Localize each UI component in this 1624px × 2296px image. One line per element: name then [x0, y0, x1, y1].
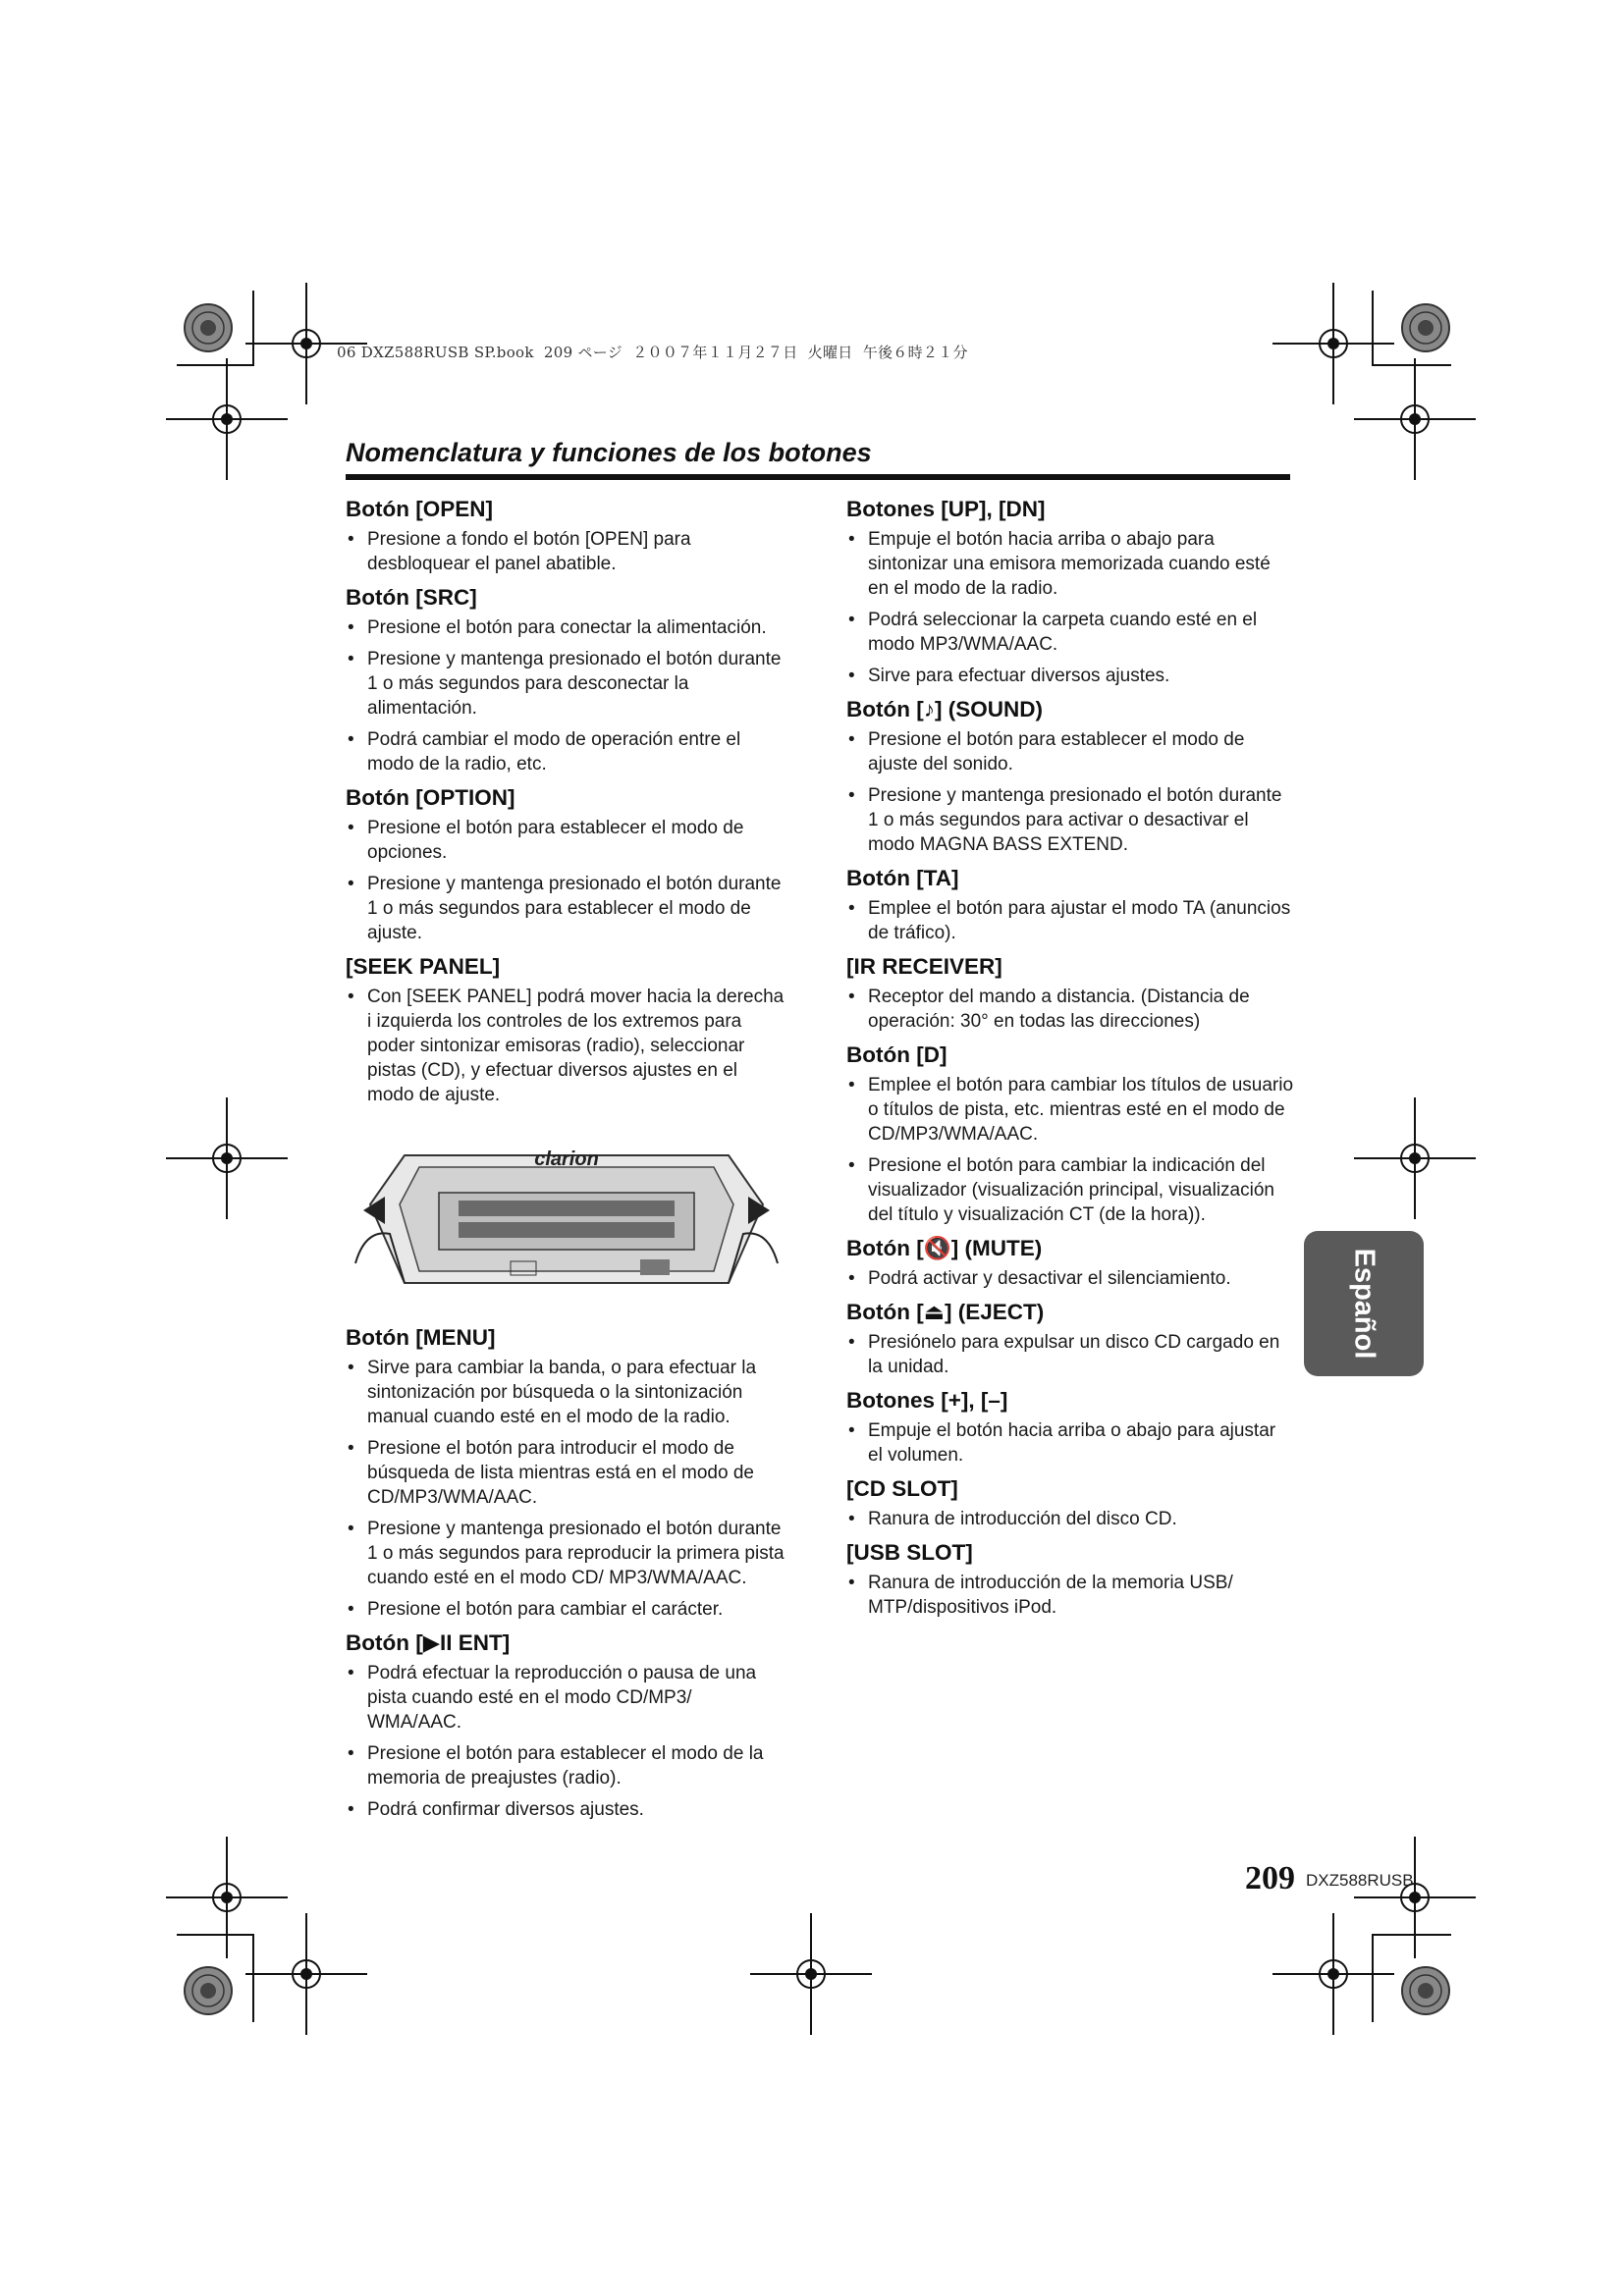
bullet-item: • Emplee el botón para ajustar el modo TA (anuncios de tráfico). [846, 896, 1294, 945]
bullet-item: • Emplee el botón para cambiar los títulos de usuario o títulos de pista, etc. mientras esté en el modo de CD/MP3/WMA/AAC. [846, 1073, 1294, 1147]
left-column [346, 489, 787, 1829]
bullet-item: • Presione y mantenga presionado el botón durante 1 o más segundos para desconectar la alimentación. [346, 647, 787, 721]
entry-volume [846, 1386, 1294, 1468]
language-tab [1304, 1231, 1424, 1376]
bullet-item: • Presione y mantenga presionado el botón durante 1 o más segundos para reproducir la primera pista cuando esté en el modo CD/ MP3/WMA/AAC. [346, 1517, 787, 1590]
bullet-item: • Podrá confirmar diversos ajustes. [346, 1797, 787, 1822]
bullet-item: • Sirve para cambiar la banda, o para efectuar la sintonización por búsqueda o la sintonización manual cuando esté en el modo de la radio. [346, 1356, 787, 1429]
bullet-item: • Empuje el botón hacia arriba o abajo para ajustar el volumen. [846, 1418, 1294, 1468]
heading-usb-slot: [USB SLOT] [846, 1540, 973, 1565]
bullet-item: • Presione el botón para cambiar el carácter. [346, 1597, 787, 1622]
heading-open: Botón [OPEN] [346, 497, 493, 521]
bullet-item: • Presione el botón para establecer el modo de opciones. [346, 816, 787, 865]
bullet-item: • Presione el botón para establecer el modo de ajuste del sonido. [846, 727, 1294, 776]
seek-panel-illustration [346, 1136, 787, 1295]
bullet-item: • Presione y mantenga presionado el botón durante 1 o más segundos para establecer el modo de ajuste. [346, 872, 787, 945]
heading-cd-slot: [CD SLOT] [846, 1476, 958, 1501]
bullet-item: • Presiónelo para expulsar un disco CD cargado en la unidad. [846, 1330, 1294, 1379]
bullet-item: • Ranura de introducción de la memoria USB/ MTP/dispositivos iPod. [846, 1571, 1294, 1620]
heading-ir-receiver: [IR RECEIVER] [846, 954, 1002, 979]
heading-mute: Botón [🔇] (MUTE) [846, 1236, 1043, 1260]
bullet-item: • Empuje el botón hacia arriba o abajo para sintonizar una emisora memorizada cuando esté en el modo de la radio. [846, 527, 1294, 601]
entry-up-dn [846, 495, 1294, 688]
entry-eject [846, 1298, 1294, 1379]
entry-mute [846, 1234, 1294, 1291]
entry-ir-receiver [846, 952, 1294, 1034]
section-title: Nomenclatura y funciones de los botones [346, 438, 872, 467]
heading-d: Botón [D] [846, 1042, 947, 1067]
right-column [846, 489, 1294, 1627]
entry-seek-panel [346, 952, 787, 1107]
language-tab-label: Español [1348, 1248, 1380, 1360]
entry-d [846, 1041, 1294, 1227]
bullet-item: • Presione el botón para cambiar la indicación del visualizador (visualización principal, visualización del título y visualización CT (de la hora)). [846, 1153, 1294, 1227]
print-header: 06 DXZ588RUSB SP.book 209 ページ ２００７年１１月２７日 火曜日 午後６時２１分 [337, 344, 968, 361]
entry-ent [346, 1629, 787, 1822]
heading-ent: Botón [▶II ENT] [346, 1630, 511, 1655]
bullet-item: • Podrá activar y desactivar el silenciamiento. [846, 1266, 1294, 1291]
entry-sound [846, 695, 1294, 857]
heading-src: Botón [SRC] [346, 585, 477, 610]
entry-cd-slot [846, 1474, 1294, 1531]
bullet-item: • Con [SEEK PANEL] podrá mover hacia la derecha i izquierda los controles de los extremos para poder sintonizar emisoras (radio), seleccionar pistas (CD), y efectuar diversos ajustes en el modo de ajuste. [346, 985, 787, 1107]
heading-seek-panel: [SEEK PANEL] [346, 954, 501, 979]
bullet-item: • Sirve para efectuar diversos ajustes. [846, 664, 1294, 688]
entry-open [346, 495, 787, 576]
heading-ta: Botón [TA] [846, 866, 959, 890]
bullet-item: • Podrá seleccionar la carpeta cuando esté en el modo MP3/WMA/AAC. [846, 608, 1294, 657]
entry-usb-slot [846, 1538, 1294, 1620]
bullet-item: • Presione el botón para conectar la alimentación. [346, 615, 787, 640]
bullet-item: • Presione y mantenga presionado el botón durante 1 o más segundos para activar o desactivar el modo MAGNA BASS EXTEND. [846, 783, 1294, 857]
title-rule [346, 474, 1290, 480]
entry-menu [346, 1323, 787, 1622]
heading-up-dn: Botones [UP], [DN] [846, 497, 1046, 521]
heading-eject: Botón [⏏] (EJECT) [846, 1300, 1045, 1324]
bullet-item: • Ranura de introducción del disco CD. [846, 1507, 1294, 1531]
entry-src [346, 583, 787, 776]
page-number: 209 [1245, 1860, 1295, 1896]
bullet-item: • Presione a fondo el botón [OPEN] para desbloquear el panel abatible. [346, 527, 787, 576]
model-code: DXZ588RUSB [1306, 1871, 1414, 1890]
brand-logo: clarion [534, 1148, 599, 1170]
heading-volume: Botones [+], [–] [846, 1388, 1008, 1413]
bullet-item: • Presione el botón para introducir el modo de búsqueda de lista mientras está en el modo de CD/MP3/WMA/AAC. [346, 1436, 787, 1510]
bullet-item: • Podrá efectuar la reproducción o pausa de una pista cuando esté en el modo CD/MP3/ WMA/AAC. [346, 1661, 787, 1735]
heading-option: Botón [OPTION] [346, 785, 515, 810]
entry-ta [846, 864, 1294, 945]
heading-sound: Botón [♪] (SOUND) [846, 697, 1043, 721]
bullet-item: • Receptor del mando a distancia. (Distancia de operación: 30° en todas las direcciones) [846, 985, 1294, 1034]
bullet-item: • Presione el botón para establecer el modo de la memoria de preajustes (radio). [346, 1741, 787, 1790]
heading-menu: Botón [MENU] [346, 1325, 496, 1350]
entry-option [346, 783, 787, 945]
bullet-item: • Podrá cambiar el modo de operación entre el modo de la radio, etc. [346, 727, 787, 776]
